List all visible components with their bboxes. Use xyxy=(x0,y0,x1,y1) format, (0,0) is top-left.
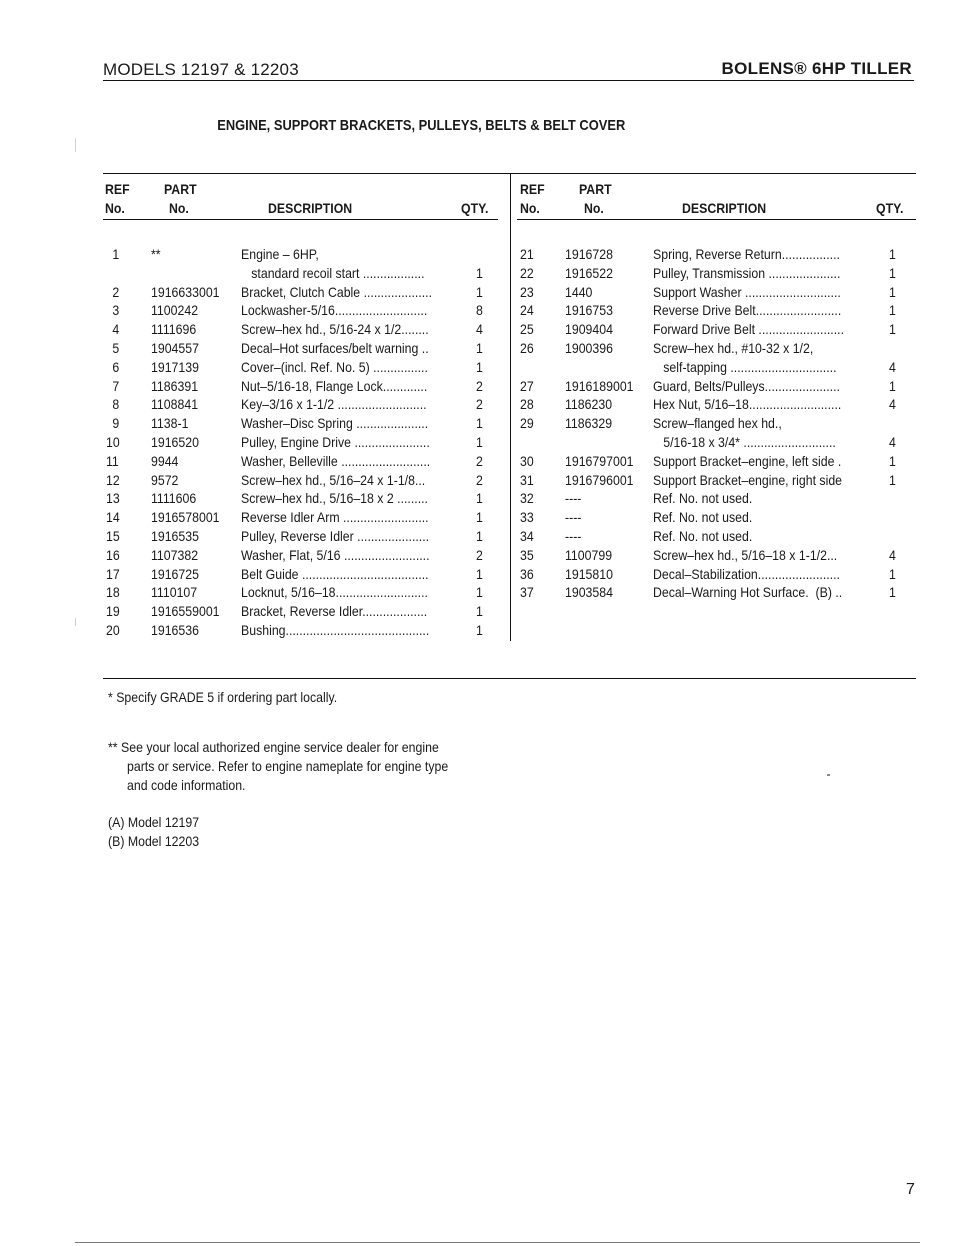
cell-part: 1916797001 xyxy=(565,452,634,469)
cell-ref: 3 xyxy=(112,302,120,319)
cell-description: Washer–Disc Spring ..................... xyxy=(241,415,429,432)
page-bottom-rule xyxy=(75,1242,920,1243)
cell-ref: 11 xyxy=(106,452,119,469)
cell-description: Reverse Idler Arm ......................... xyxy=(241,509,429,526)
cell-qty: 4 xyxy=(476,321,483,338)
cell-qty: 2 xyxy=(476,396,483,413)
header-qty: QTY. xyxy=(461,200,489,216)
cell-part: 1903584 xyxy=(565,584,613,601)
cell-qty: 1 xyxy=(476,434,483,450)
scan-speck xyxy=(827,774,830,776)
cell-description: Support Washer ............................ xyxy=(653,283,841,300)
cell-part: 1916796001 xyxy=(565,471,634,488)
cell-description: Screw–hex hd., 5/16-24 x 1/2........ xyxy=(241,321,429,338)
models-heading: MODELS 12197 & 12203 xyxy=(103,60,299,79)
cell-ref: 32 xyxy=(520,490,534,507)
table-bottom-rule xyxy=(103,678,916,679)
table-row xyxy=(0,414,954,433)
cell-description: Ref. No. not used. xyxy=(653,528,753,544)
cell-ref: 36 xyxy=(520,565,534,582)
header-part: PART xyxy=(164,181,197,197)
cell-part: 1110107 xyxy=(151,584,198,601)
right-header-rule xyxy=(517,219,916,220)
cell-part: 1916536 xyxy=(151,622,199,638)
cell-qty: 1 xyxy=(889,377,896,394)
cell-qty: 1 xyxy=(889,246,896,262)
cell-description: Ref. No. not used. xyxy=(653,490,753,507)
cell-ref: 34 xyxy=(520,528,534,544)
cell-ref: 35 xyxy=(520,546,534,563)
cell-description: Guard, Belts/Pulleys...................... xyxy=(653,377,840,394)
cell-ref: 15 xyxy=(106,528,120,544)
cell-ref: 30 xyxy=(520,452,534,469)
cell-qty: 1 xyxy=(476,509,483,526)
header-description: DESCRIPTION xyxy=(682,200,767,216)
cell-description: Bracket, Reverse Idler................... xyxy=(241,603,428,620)
note-model-b: (B) Model 12203 xyxy=(108,833,200,849)
cell-ref: 22 xyxy=(520,264,534,281)
cell-part: 1186391 xyxy=(151,377,199,394)
cell-description: Hex Nut, 5/16–18........................... xyxy=(653,396,842,413)
table-row xyxy=(0,583,954,602)
cell-ref: 37 xyxy=(520,584,534,601)
cell-part: 1916520 xyxy=(151,434,199,450)
cell-part: 1916633001 xyxy=(151,283,220,300)
header-part-no: No. xyxy=(169,200,189,216)
cell-part: 1186230 xyxy=(565,396,613,413)
cell-description: Screw–hex hd., 5/16–24 x 1-1/8... xyxy=(241,471,426,488)
table-row xyxy=(0,471,954,490)
cell-qty: 4 xyxy=(889,546,896,563)
cell-description: Forward Drive Belt ......................... xyxy=(653,321,845,338)
cell-part: 9944 xyxy=(151,452,179,469)
section-title: ENGINE, SUPPORT BRACKETS, PULLEYS, BELTS & BELT COVER xyxy=(216,117,626,134)
cell-qty: 4 xyxy=(889,396,896,413)
cell-qty: 1 xyxy=(889,302,896,319)
cell-qty: 4 xyxy=(889,434,896,450)
header-ref: REF xyxy=(105,181,130,197)
cell-description: Key–3/16 x 1-1/2 .......................... xyxy=(241,396,427,413)
cell-part: 1916535 xyxy=(151,528,199,544)
cell-ref: 23 xyxy=(520,283,534,300)
note-engine-line-3: and code information. xyxy=(127,777,246,793)
cell-qty: 1 xyxy=(476,565,483,582)
cell-part: 1904557 xyxy=(151,340,199,356)
cell-qty: 1 xyxy=(889,565,896,582)
cell-description: Decal–Warning Hot Surface. (B) .. xyxy=(653,584,843,601)
page-number: 7 xyxy=(906,1181,915,1198)
cell-qty: 2 xyxy=(476,471,483,488)
cell-ref: 10 xyxy=(106,434,120,450)
cell-ref: 17 xyxy=(106,565,120,582)
cell-part: 1916189001 xyxy=(565,377,634,394)
cell-description: Pulley, Reverse Idler ..................... xyxy=(241,528,430,544)
cell-description: Ref. No. not used. xyxy=(653,509,753,526)
table-row xyxy=(0,320,954,339)
cell-part: ---- xyxy=(565,528,582,544)
header-rule xyxy=(103,80,914,81)
cell-ref: 16 xyxy=(106,546,120,563)
cell-part: 1917139 xyxy=(151,358,199,375)
cell-description: Cover–(incl. Ref. No. 5) ................ xyxy=(241,358,428,375)
cell-ref: 9 xyxy=(112,415,120,432)
header-ref: REF xyxy=(520,181,545,197)
cell-qty: 1 xyxy=(889,471,896,488)
table-row xyxy=(0,621,954,640)
cell-ref: 25 xyxy=(520,321,534,338)
cell-part: 1111696 xyxy=(151,321,197,338)
table-row xyxy=(0,452,954,471)
header-ref-no: No. xyxy=(105,200,125,216)
cell-qty: 1 xyxy=(476,584,483,601)
cell-description: Bushing.......................................... xyxy=(241,622,430,638)
cell-description: Lockwasher-5/16........................... xyxy=(241,302,428,319)
cell-part: 1100799 xyxy=(565,546,613,563)
cell-qty: 2 xyxy=(476,452,483,469)
cell-description: Pulley, Transmission ..................... xyxy=(653,264,841,281)
table-row xyxy=(0,283,954,302)
cell-ref: 1 xyxy=(112,246,120,262)
cell-qty: 1 xyxy=(476,603,483,620)
cell-description: Washer, Belleville .......................... xyxy=(241,452,431,469)
cell-qty: 1 xyxy=(889,584,896,601)
header-description: DESCRIPTION xyxy=(268,200,353,216)
cell-qty: 1 xyxy=(889,264,896,281)
cell-part: 1916728 xyxy=(565,246,613,262)
table-row xyxy=(0,489,954,508)
cell-qty: 8 xyxy=(476,302,483,319)
cell-ref: 2 xyxy=(112,283,120,300)
cell-part: 1111606 xyxy=(151,490,197,507)
note-engine-line-2: parts or service. Refer to engine nameplate for engine type xyxy=(127,758,449,774)
table-row xyxy=(0,565,954,584)
cell-description: Decal–Stabilization........................ xyxy=(653,565,840,582)
cell-qty: 1 xyxy=(476,528,483,544)
cell-part: ---- xyxy=(565,490,582,507)
cell-ref: 27 xyxy=(520,377,534,394)
cell-ref: 24 xyxy=(520,302,534,319)
cell-ref: 7 xyxy=(112,377,120,394)
table-row xyxy=(0,602,954,621)
cell-part: 1186329 xyxy=(565,415,613,432)
cell-ref: 5 xyxy=(112,340,120,356)
cell-part: 1138-1 xyxy=(151,415,189,432)
cell-description: self-tapping ............................... xyxy=(653,358,837,375)
cell-ref: 26 xyxy=(520,340,534,356)
cell-ref: 18 xyxy=(106,584,120,601)
left-header-rule xyxy=(103,219,498,220)
cell-description: Screw–hex hd., #10-32 x 1/2, xyxy=(653,340,814,356)
note-model-a: (A) Model 12197 xyxy=(108,814,200,830)
cell-description: Nut–5/16-18, Flange Lock............. xyxy=(241,377,428,394)
cell-description: Locknut, 5/16–18........................... xyxy=(241,584,428,601)
cell-description: Reverse Drive Belt......................... xyxy=(653,302,842,319)
cell-ref: 8 xyxy=(112,396,120,413)
cell-description: Pulley, Engine Drive ...................... xyxy=(241,434,430,450)
table-row xyxy=(0,508,954,527)
brand-heading: BOLENS® 6HP TILLER xyxy=(721,59,912,78)
cell-part: 1916753 xyxy=(565,302,613,319)
cell-qty: 1 xyxy=(889,321,896,338)
scan-speck xyxy=(75,618,76,626)
cell-part: 1440 xyxy=(565,283,593,300)
cell-ref: 13 xyxy=(106,490,120,507)
cell-qty: 1 xyxy=(889,452,896,469)
cell-part: 9572 xyxy=(151,471,179,488)
table-row xyxy=(0,395,954,414)
cell-ref: 12 xyxy=(106,471,120,488)
cell-qty: 1 xyxy=(889,283,896,300)
cell-description: Belt Guide ..................................... xyxy=(241,565,429,582)
cell-description: standard recoil start .................. xyxy=(241,264,425,281)
cell-ref: 31 xyxy=(520,471,534,488)
scan-speck xyxy=(75,138,76,152)
cell-part: 1916725 xyxy=(151,565,199,582)
cell-part: 1916559001 xyxy=(151,603,220,620)
cell-ref: 19 xyxy=(106,603,120,620)
cell-part: 1916522 xyxy=(565,264,613,281)
cell-description: Washer, Flat, 5/16 ......................... xyxy=(241,546,430,563)
cell-ref: 6 xyxy=(112,358,120,375)
cell-description: Spring, Reverse Return................. xyxy=(653,246,840,262)
cell-part: 1108841 xyxy=(151,396,199,413)
cell-ref: 28 xyxy=(520,396,534,413)
cell-qty: 1 xyxy=(476,283,483,300)
table-row xyxy=(0,433,954,452)
cell-qty: 2 xyxy=(476,377,483,394)
section-title-wrap xyxy=(0,117,954,135)
cell-description: Screw–flanged hex hd., xyxy=(653,415,782,432)
cell-ref: 29 xyxy=(520,415,534,432)
table-row xyxy=(0,301,954,320)
table-row xyxy=(0,339,954,358)
cell-description: Support Bracket–engine, left side . xyxy=(653,452,842,469)
cell-part: ** xyxy=(151,246,161,262)
cell-description: Screw–hex hd., 5/16–18 x 2 ......... xyxy=(241,490,428,507)
cell-part: 1900396 xyxy=(565,340,613,356)
cell-part: ---- xyxy=(565,509,582,526)
table-row xyxy=(0,546,954,565)
note-engine-line-1: ** See your local authorized engine service dealer for engine xyxy=(108,739,439,755)
table-row xyxy=(0,245,954,264)
cell-qty: 1 xyxy=(476,358,483,375)
cell-description: Decal–Hot surfaces/belt warning .. xyxy=(241,340,429,356)
cell-ref: 14 xyxy=(106,509,120,526)
cell-ref: 21 xyxy=(520,246,534,262)
cell-ref: 20 xyxy=(106,622,120,638)
header-part-no: No. xyxy=(584,200,604,216)
note-grade: * Specify GRADE 5 if ordering part locally. xyxy=(108,689,338,705)
cell-description: Screw–hex hd., 5/16–18 x 1-1/2... xyxy=(653,546,838,563)
header-ref-no: No. xyxy=(520,200,540,216)
cell-part: 1909404 xyxy=(565,321,613,338)
table-row xyxy=(0,264,954,283)
table-row xyxy=(0,358,954,377)
cell-qty: 1 xyxy=(476,264,483,281)
table-row xyxy=(0,377,954,396)
cell-ref: 33 xyxy=(520,509,534,526)
cell-part: 1915810 xyxy=(565,565,613,582)
cell-qty: 1 xyxy=(476,490,483,507)
cell-part: 1107382 xyxy=(151,546,199,563)
header-qty: QTY. xyxy=(876,200,904,216)
cell-qty: 2 xyxy=(476,546,483,563)
table-row xyxy=(0,527,954,546)
cell-description: Support Bracket–engine, right side xyxy=(653,471,843,488)
cell-qty: 1 xyxy=(476,340,483,356)
cell-part: 1100242 xyxy=(151,302,199,319)
cell-qty: 4 xyxy=(889,358,896,375)
cell-qty: 1 xyxy=(476,415,483,432)
cell-part: 1916578001 xyxy=(151,509,220,526)
cell-description: Bracket, Clutch Cable .................... xyxy=(241,283,433,300)
header-part: PART xyxy=(579,181,612,197)
cell-description: Engine – 6HP, xyxy=(241,246,319,262)
cell-description: 5/16-18 x 3/4* ........................... xyxy=(653,434,836,450)
cell-ref: 4 xyxy=(112,321,120,338)
cell-qty: 1 xyxy=(476,622,483,638)
